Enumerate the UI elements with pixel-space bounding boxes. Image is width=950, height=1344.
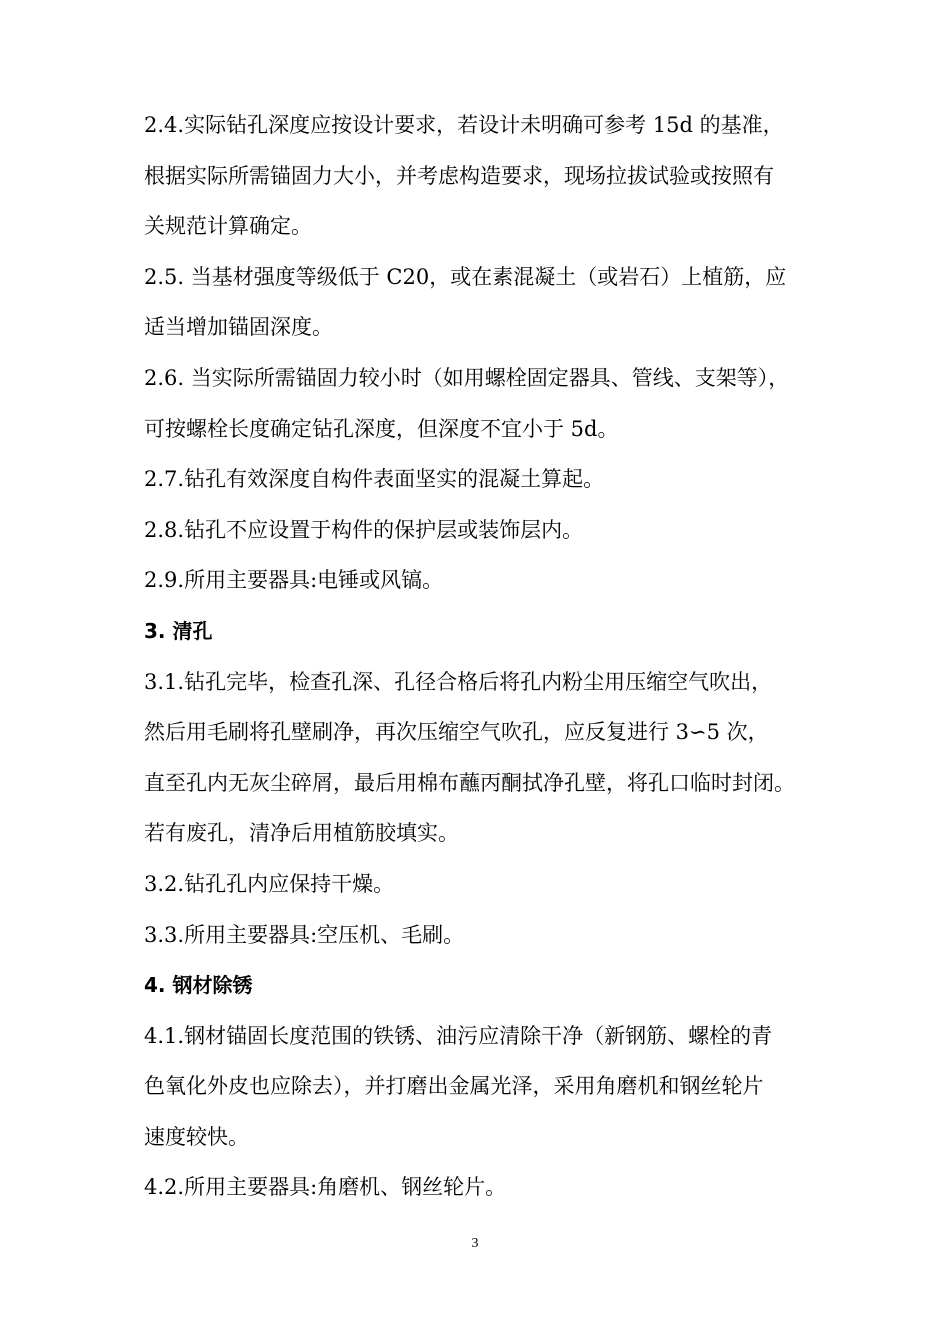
text-line: 2.8.钻孔不应设置于构件的保护层或装饰层内。 [144, 517, 584, 542]
paragraph [144, 100, 814, 252]
paragraph [144, 454, 814, 505]
paragraph [144, 252, 814, 353]
text-line: 直至孔内无灰尘碎屑，最后用棉布蘸丙酮拭净孔壁，将孔口临时封闭。 [144, 770, 795, 795]
paragraph [144, 657, 814, 859]
section-heading [144, 960, 814, 1011]
text-line: 关规范计算确定。 [144, 214, 312, 239]
text-line: 若有废孔，清净后用植筋胶填实。 [144, 821, 459, 846]
document-body [144, 100, 814, 1213]
text-line: 根据实际所需锚固力大小，并考虑构造要求，现场拉拔试验或按照有 [144, 163, 774, 188]
text-line: 4. 钢材除锈 [144, 973, 253, 998]
text-line: 2.4.实际钻孔深度应按设计要求，若设计未明确可参考 15d 的基准， [144, 113, 784, 137]
text-line: 适当增加锚固深度。 [144, 315, 333, 340]
text-line: 色氧化外皮也应除去），并打磨出金属光泽，采用角磨机和钢丝轮片 [144, 1074, 764, 1099]
text-line: 3. 清孔 [144, 618, 213, 643]
section-heading [144, 606, 814, 657]
text-line: 2.7.钻孔有效深度自构件表面坚实的混凝土算起。 [144, 467, 605, 492]
text-line: 2.6. 当实际所需锚固力较小时（如用螺栓固定器具、管线、支架等）， [144, 365, 790, 390]
paragraph [144, 555, 814, 606]
paragraph [144, 1011, 814, 1163]
text-line: 速度较快。 [144, 1124, 249, 1149]
text-line: 3.3.所用主要器具:空压机、毛刷。 [144, 922, 465, 947]
text-line: 然后用毛刷将孔壁刷净，再次压缩空气吹孔，应反复进行 3∽5 次， [144, 720, 769, 745]
paragraph [144, 859, 814, 910]
paragraph [144, 910, 814, 961]
text-line: 3.2.钻孔孔内应保持干燥。 [144, 871, 395, 896]
text-line: 可按螺栓长度确定钻孔深度，但深度不宜小于 5d。 [144, 416, 619, 441]
paragraph [144, 353, 814, 454]
text-line: 3.1.钻孔完毕，检查孔深、孔径合格后将孔内粉尘用压缩空气吹出， [144, 669, 773, 694]
text-line: 4.1.钢材锚固长度范围的铁锈、油污应清除干净（新钢筋、螺栓的青 [144, 1023, 773, 1048]
text-line: 2.5. 当基材强度等级低于 C20，或在素混凝土（或岩石）上植筋，应 [144, 264, 787, 289]
text-line: 4.2.所用主要器具:角磨机、钢丝轮片。 [144, 1175, 507, 1200]
paragraph [144, 505, 814, 556]
paragraph [144, 1162, 814, 1213]
page-number: 3 [471, 1236, 479, 1251]
text-line: 2.9.所用主要器具:电锤或风镐。 [144, 568, 444, 593]
